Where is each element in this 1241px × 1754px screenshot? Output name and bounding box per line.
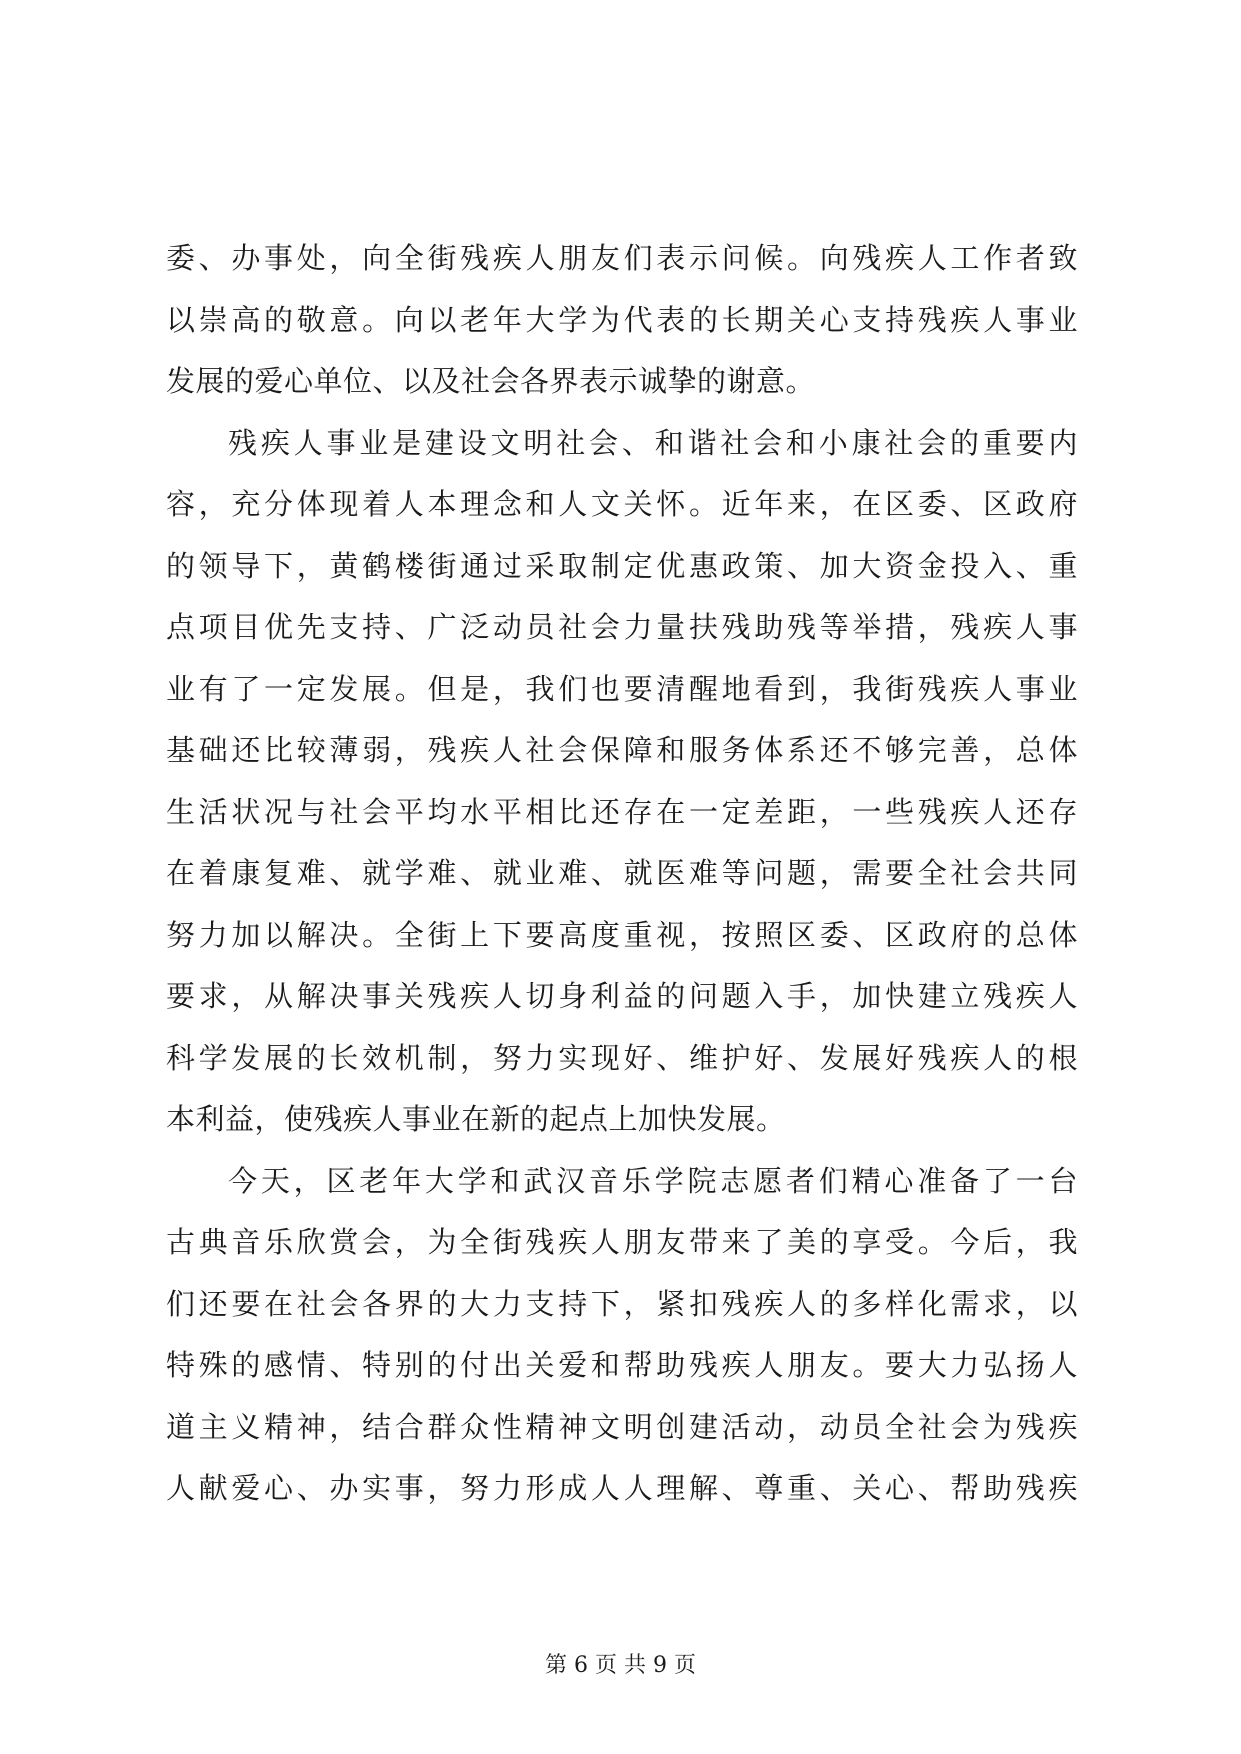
text-line: 道主义精神，结合群众性精神文明创建活动，动员全社会为残疾: [166, 1409, 1078, 1444]
text-line: 要求，从解决事关残疾人切身利益的问题入手，加快建立残疾人: [166, 979, 1078, 1013]
document-body: [166, 228, 1078, 1520]
text-line: 的领导下，黄鹤楼街通过采取制定优惠政策、加大资金投入、重: [166, 548, 1078, 583]
paragraph: [166, 228, 1078, 413]
paragraph: [166, 1151, 1078, 1520]
text-line: 发展的爱心单位、以及社会各界表示诚挚的谢意。: [166, 364, 816, 398]
page-number-footer: 第 6 页 共 9 页: [545, 1653, 696, 1678]
text-line: 在着康复难、就学难、就业难、就医难等问题，需要全社会共同: [166, 856, 1078, 890]
text-line: 特殊的感情、特别的付出关爱和帮助残疾人朋友。要大力弘扬人: [166, 1348, 1078, 1382]
text-line: 委、办事处，向全街残疾人朋友们表示问候。向残疾人工作者致: [166, 241, 1078, 275]
text-line: 基础还比较薄弱，残疾人社会保障和服务体系还不够完善，总体: [166, 733, 1078, 767]
text-line: 人献爱心、办实事，努力形成人人理解、尊重、关心、帮助残疾: [166, 1471, 1078, 1505]
text-line: 以崇高的敬意。向以老年大学为代表的长期关心支持残疾人事业: [166, 302, 1078, 337]
text-line: 残疾人事业是建设文明社会、和谐社会和小康社会的重要内: [228, 425, 1078, 460]
text-line: 今天，区老年大学和武汉音乐学院志愿者们精心准备了一台: [228, 1163, 1078, 1198]
text-line: 们还要在社会各界的大力支持下，紧扣残疾人的多样化需求，以: [166, 1286, 1078, 1321]
text-line: 努力加以解决。全街上下要高度重视，按照区委、区政府的总体: [166, 917, 1078, 952]
text-line: 点项目优先支持、广泛动员社会力量扶残助残等举措，残疾人事: [166, 610, 1078, 644]
paragraph: [166, 413, 1078, 1151]
text-line: 本利益，使残疾人事业在新的起点上加快发展。: [166, 1102, 786, 1136]
text-line: 生活状况与社会平均水平相比还存在一定差距，一些残疾人还存: [166, 794, 1078, 829]
text-line: 古典音乐欣赏会，为全街残疾人朋友带来了美的享受。今后，我: [166, 1225, 1078, 1259]
text-line: 业有了一定发展。但是，我们也要清醒地看到，我街残疾人事业: [166, 671, 1078, 706]
text-line: 容，充分体现着人本理念和人文关怀。近年来，在区委、区政府: [166, 487, 1078, 521]
text-line: 科学发展的长效机制，努力实现好、维护好、发展好残疾人的根: [166, 1040, 1078, 1075]
